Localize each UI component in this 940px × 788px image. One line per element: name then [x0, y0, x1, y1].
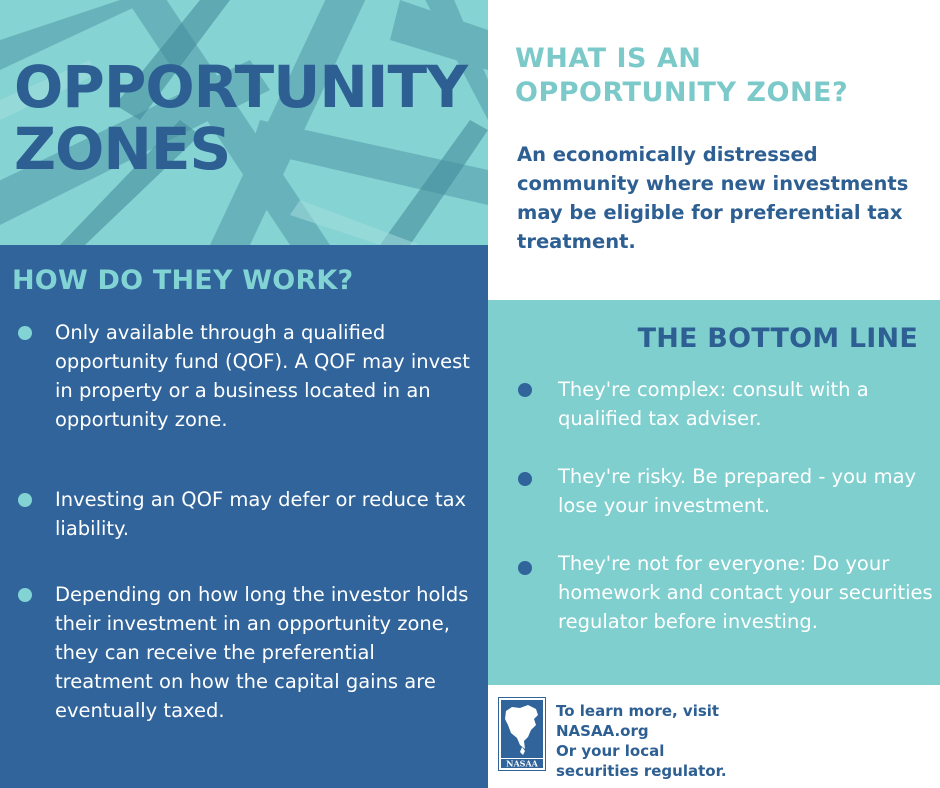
definition-body: An economically distressed community where new investments may be eligible for preferential tax treatment. [517, 143, 909, 253]
list-item-text: Only available through a qualified opportunity fund (QOF). A QOF may invest in property or a business located in an opportunity zone. [55, 321, 470, 431]
bullet-icon [518, 561, 532, 575]
title-line-2: ZONES [14, 115, 231, 183]
definition-section [488, 0, 940, 300]
list-item-text: Investing an QOF may defer or reduce tax liability. [55, 488, 467, 540]
footer [488, 685, 940, 788]
how-it-works-section [0, 245, 488, 788]
logo-text: NASAA [506, 758, 538, 769]
definition-heading [515, 42, 848, 110]
footer-line-3: Or your local [556, 742, 665, 760]
list-item-text: They're not for everyone: Do your homework and contact your securities regulator before investing. [558, 552, 933, 633]
page-title [14, 53, 468, 183]
list-item-text: They're complex: consult with a qualified tax adviser. [558, 378, 869, 430]
footer-text [556, 701, 727, 781]
footer-line-4: securities regulator. [556, 762, 727, 780]
definition-heading-line-1: WHAT IS AN [515, 43, 702, 74]
bullet-icon [518, 383, 532, 397]
hero-banner [0, 0, 488, 245]
title-line-1: OPPORTUNITY [14, 53, 468, 121]
nasaa-link[interactable]: NASAA.org [556, 722, 649, 740]
how-heading: HOW DO THEY WORK? [12, 265, 354, 296]
definition-heading-line-2: OPPORTUNITY ZONE? [515, 77, 849, 108]
bullet-icon [18, 493, 32, 507]
bottom-line-section [488, 300, 940, 685]
list-item-text: Depending on how long the investor holds their investment in an opportunity zone, they can receive the preferential treatment on how the capital gains are eventually taxed. [55, 583, 469, 722]
bullet-icon [18, 326, 32, 340]
bullet-icon [518, 472, 532, 486]
nasaa-logo-icon[interactable] [498, 697, 546, 771]
footer-line-1: To learn more, visit [556, 702, 720, 720]
list-item-text: They're risky. Be prepared - you may lose your investment. [558, 465, 917, 517]
bottom-line-heading: THE BOTTOM LINE [637, 323, 918, 354]
bullet-icon [18, 588, 32, 602]
